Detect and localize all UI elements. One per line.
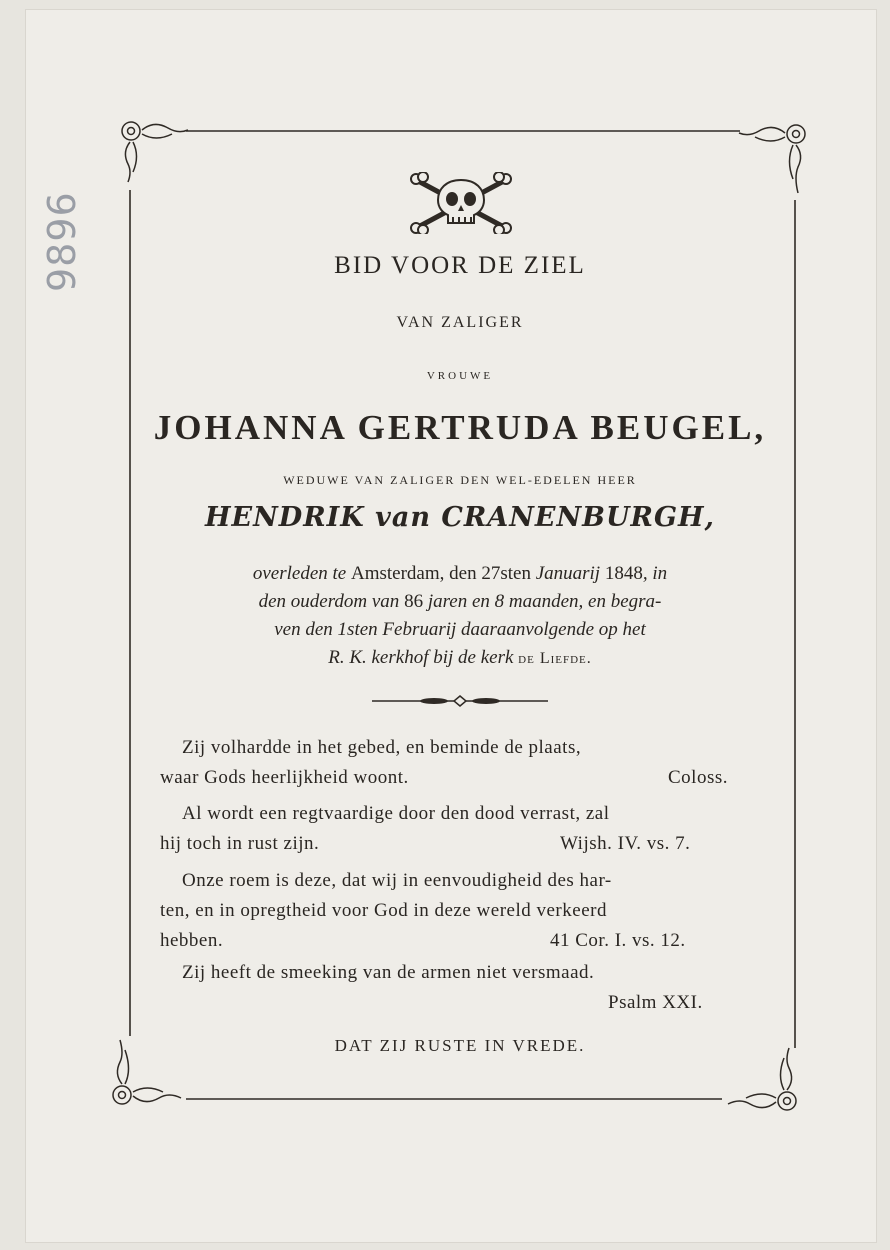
subtitle-vrouwe: VROUWE <box>426 370 494 382</box>
death-line-3: ven den 1sten Februarij daaraanvolgende op het <box>274 619 646 640</box>
verse-line: hebben. 41 Cor. I. vs. 12. <box>160 926 755 956</box>
verse-reference: Psalm XXI. <box>608 992 703 1013</box>
verse-line: Al wordt een regtvaardige door den dood verrast, zal <box>182 803 610 824</box>
corner-ornament-icon <box>728 1048 796 1110</box>
corner-ornament-icon <box>739 125 805 193</box>
verse-line: Zij heeft de smeeking van de armen niet versmaad. <box>182 962 595 983</box>
death-line-2: den ouderdom van 86 jaren en 8 maanden, en begra- <box>258 591 662 612</box>
verse-line: hij toch in rust zijn. Wijsh. IV. vs. 7. <box>160 829 755 859</box>
verse-2 <box>160 799 755 859</box>
corner-ornament-icon <box>122 122 188 182</box>
widow-line: WEDUWE VAN ZALIGER DEN WEL-EDELEN HEER <box>283 473 637 487</box>
husband-name: HENDRIK van CRANENBURGH, <box>205 502 715 533</box>
deceased-name: JOHANNA GERTRUDA BEUGEL, <box>153 408 767 447</box>
ornamental-divider-icon <box>372 694 548 708</box>
verse-reference: 41 Cor. I. vs. 12. <box>550 930 686 951</box>
verse-1 <box>160 733 755 793</box>
verse-reference: Wijsh. IV. vs. 7. <box>560 833 691 854</box>
verse-4 <box>160 958 755 1018</box>
verse-line: Zij volhardde in het gebed, en beminde de plaats, <box>182 737 582 758</box>
closing-line: DAT ZIJ RUSTE IN VREDE. <box>334 1036 586 1055</box>
verse-line: Onze roem is deze, dat wij in eenvoudigheid des har- <box>182 870 612 891</box>
verse-reference: Coloss. <box>668 767 728 788</box>
page-title: BID VOOR DE ZIEL <box>334 252 586 279</box>
verse-line: ten, en in opregtheid voor God in deze wereld verkeerd <box>160 900 607 921</box>
subtitle-van-zaliger: VAN ZALIGER <box>396 314 524 331</box>
death-line-4: R. K. kerkhof bij de kerk de Liefde. <box>328 647 592 668</box>
death-notice <box>130 560 790 673</box>
verse-3 <box>160 866 755 956</box>
death-line-1: overleden te Amsterdam, den 27sten Januarij 1848, in <box>252 563 668 584</box>
skull-crossbones-icon <box>408 172 514 234</box>
verse-line <box>160 988 755 1018</box>
handwritten-archive-number: 9896 <box>40 191 84 292</box>
verse-line: waar Gods heerlijkheid woont. Coloss. <box>160 763 755 793</box>
